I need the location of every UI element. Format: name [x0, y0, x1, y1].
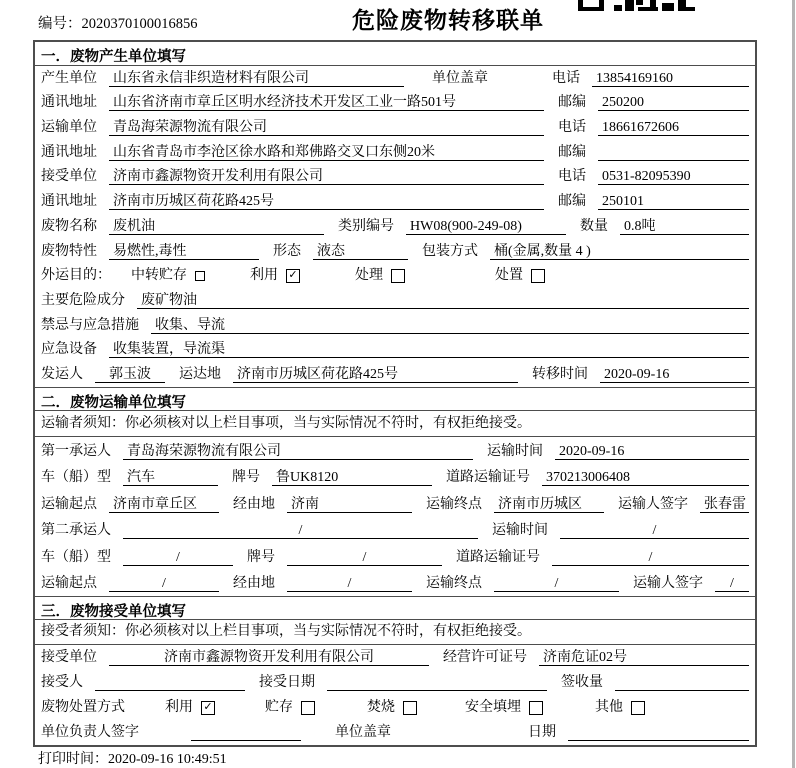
checkbox-group [495, 267, 545, 284]
form-row [35, 264, 755, 289]
field-label: 运输起点 [41, 496, 97, 512]
field-label: 第二承运人 [41, 523, 111, 539]
checkbox-label: 安全填埋 [465, 700, 521, 716]
field-label: 经由地 [233, 576, 275, 592]
page-header [0, 0, 796, 40]
checkbox-group [595, 699, 645, 716]
checkbox-unchecked[interactable] [301, 701, 315, 715]
section-title: 二．废物运输单位填写 [35, 387, 755, 411]
field-label: 运达地 [179, 366, 221, 382]
field-label: 运输时间 [492, 523, 548, 539]
checkbox-group [131, 267, 205, 284]
form-row [35, 570, 755, 597]
field-label: 邮编 [558, 95, 586, 111]
form-row [35, 66, 755, 91]
field-label: 车（船）型 [41, 549, 111, 565]
field-label: 通讯地址 [41, 95, 97, 111]
field-label: 日期 [528, 725, 556, 741]
transfer-form-table [33, 40, 757, 747]
field-label: 运输人签字 [618, 496, 688, 512]
page-title: 危险废物转移联单 [352, 8, 544, 33]
field-value[interactable]: 郭玉波 [95, 366, 165, 383]
checkbox-unchecked[interactable] [529, 701, 543, 715]
serial-number: 2020370100016856 [81, 16, 198, 32]
field-value[interactable]: / [715, 575, 749, 592]
form-row [35, 313, 755, 338]
form-row [35, 115, 755, 140]
checkbox-label: 利用 [250, 268, 278, 284]
field-value[interactable]: / [560, 522, 749, 539]
form-row [35, 464, 755, 491]
field-label: 废物名称 [41, 218, 97, 234]
checkbox-label: 处置 [495, 268, 523, 284]
field-label: 第一承运人 [41, 443, 111, 459]
field-value[interactable]: / [552, 549, 749, 566]
field-label: 电话 [552, 70, 580, 86]
page-edge-divider [792, 0, 795, 768]
field-label: 运输时间 [487, 443, 543, 459]
field-label: 包装方式 [422, 243, 478, 259]
field-value[interactable]: 250200 [598, 94, 749, 111]
form-row [35, 140, 755, 165]
field-label: 废物处置方式 [41, 700, 125, 716]
checkbox-group [265, 699, 315, 716]
field-value[interactable]: 鲁UK8120 [272, 469, 432, 486]
field-label: 签收量 [561, 675, 603, 691]
field-value[interactable]: 0.8吨 [620, 218, 749, 235]
field-label: 接受单位 [41, 169, 97, 185]
field-value[interactable]: / [494, 575, 619, 592]
field-label: 数量 [580, 218, 608, 234]
field-label: 通讯地址 [41, 194, 97, 210]
field-label: 单位负责人签字 [41, 725, 139, 741]
field-value[interactable]: / [287, 575, 412, 592]
field-value[interactable]: 山东省永信非织造材料有限公司 [109, 70, 404, 87]
form-row [35, 543, 755, 570]
checkbox-label: 中转贮存 [131, 268, 187, 284]
checkbox-unchecked[interactable] [531, 269, 545, 283]
form-row [35, 165, 755, 190]
field-value[interactable]: 2020-09-16 [555, 443, 749, 460]
field-label: 发运人 [41, 366, 83, 382]
field-value[interactable]: 收集、导流 [151, 317, 749, 334]
form-row [35, 720, 755, 745]
checkbox-group [465, 699, 543, 716]
field-label: 形态 [273, 243, 301, 259]
field-value[interactable] [327, 674, 547, 691]
field-label: 车（船）型 [41, 470, 111, 486]
form-row [35, 620, 755, 645]
field-value[interactable]: 250101 [598, 193, 749, 210]
print-time-label: 打印时间： [38, 752, 108, 767]
field-label: 牌号 [232, 470, 260, 486]
field-value[interactable]: 易燃性,毒性 [109, 243, 259, 260]
form-row [35, 362, 755, 387]
field-label: 邮编 [558, 194, 586, 210]
field-label: 运输起点 [41, 576, 97, 592]
field-value[interactable]: 济南市历城区荷花路425号 [233, 366, 518, 383]
form-row [35, 517, 755, 544]
checkbox-unchecked[interactable] [391, 269, 405, 283]
form-row [35, 670, 755, 695]
field-label: 禁忌与应急措施 [41, 317, 139, 333]
form-row [35, 645, 755, 670]
checkbox-unchecked[interactable] [631, 701, 645, 715]
field-value[interactable]: 18661672606 [598, 119, 749, 136]
field-value[interactable] [615, 674, 749, 691]
checkbox-group [355, 267, 405, 284]
section-title: 一．废物产生单位填写 [35, 42, 755, 66]
form-row [35, 437, 755, 464]
field-label: 废物特性 [41, 243, 97, 259]
field-label: 产生单位 [41, 70, 97, 86]
checkbox-group [367, 699, 417, 716]
form-row [35, 338, 755, 363]
field-value[interactable]: 济南危证02号 [539, 649, 749, 666]
field-value[interactable]: / [123, 549, 233, 566]
field-value[interactable]: HW08(900-249-08) [406, 218, 566, 235]
serial-label: 编号： [38, 16, 82, 32]
print-time-value: 2020-09-16 10:49:51 [108, 752, 227, 767]
form-row [35, 214, 755, 239]
field-label: 接受人 [41, 675, 83, 691]
field-value[interactable] [191, 724, 301, 741]
field-value[interactable]: 桶(金属,数量 4 ) [490, 243, 749, 260]
field-value[interactable]: 收集装置，导流渠 [109, 341, 749, 358]
field-label: 运输单位 [41, 120, 97, 136]
form-row [35, 239, 755, 264]
qr-code-fragment-icon [578, 0, 695, 11]
field-label: 类别编号 [338, 218, 394, 234]
checkbox-label: 其他 [595, 700, 623, 716]
field-label: 电话 [558, 120, 586, 136]
field-label: 经营许可证号 [443, 650, 527, 666]
form-row [35, 411, 755, 438]
print-time-line [38, 748, 227, 768]
field-label: 主要危险成分 [41, 292, 125, 308]
checkbox-group [165, 699, 215, 716]
field-label: 邮编 [558, 144, 586, 160]
field-value[interactable]: 济南市鑫源物资开发利用有限公司 [109, 649, 429, 666]
field-value[interactable]: 山东省青岛市李沧区徐水路和郑佛路交叉口东侧20米 [109, 144, 544, 161]
field-value[interactable]: 0531-82095390 [598, 168, 749, 185]
field-value[interactable]: 青岛海荣源物流有限公司 [123, 443, 473, 460]
notice-text: 运输者须知：你必须核对以上栏目事项，当与实际情况不符时，有权拒绝接受。 [41, 416, 531, 432]
field-value[interactable]: 济南市历城区 [494, 496, 604, 513]
field-value[interactable]: 山东省济南市章丘区明水经济技术开发区工业一路501号 [109, 94, 544, 111]
field-value[interactable] [598, 144, 749, 161]
form-row [35, 91, 755, 116]
field-value[interactable]: 济南市鑫源物资开发利用有限公司 [109, 168, 544, 185]
checkbox-label: 处理 [355, 268, 383, 284]
field-value[interactable]: 废矿物油 [137, 292, 749, 309]
form-row [35, 490, 755, 517]
field-value[interactable]: 济南 [287, 496, 412, 513]
field-value[interactable]: 2020-09-16 [600, 366, 749, 383]
notice-text: 接受者须知：你必须核对以上栏目事项，当与实际情况不符时，有权拒绝接受。 [41, 624, 531, 640]
field-value[interactable]: / [123, 522, 478, 539]
field-label: 电话 [558, 169, 586, 185]
field-label: 通讯地址 [41, 144, 97, 160]
field-label: 牌号 [247, 549, 275, 565]
field-label: 运输终点 [426, 496, 482, 512]
field-value[interactable]: 13854169160 [592, 70, 749, 87]
form-row [35, 695, 755, 720]
field-value[interactable] [95, 674, 245, 691]
field-label: 道路运输证号 [456, 549, 540, 565]
field-label: 单位盖章 [335, 725, 391, 741]
checkbox-label: 贮存 [265, 700, 293, 716]
section-title: 三．废物接受单位填写 [35, 596, 755, 620]
checkbox-label: 焚烧 [367, 700, 395, 716]
field-label: 接受单位 [41, 650, 97, 666]
checkbox-label: 利用 [165, 700, 193, 716]
field-label: 外运目的： [41, 268, 111, 284]
field-value[interactable]: 汽车 [123, 469, 218, 486]
field-value[interactable]: / [287, 549, 442, 566]
checkbox-unchecked[interactable] [195, 271, 205, 281]
field-value[interactable]: 液态 [313, 243, 408, 260]
field-label: 接受日期 [259, 675, 315, 691]
form-row [35, 189, 755, 214]
checkbox-group [250, 267, 300, 284]
checkbox-checked[interactable]: ✓ [201, 701, 215, 715]
field-label: 单位盖章 [432, 70, 488, 86]
checkbox-unchecked[interactable] [403, 701, 417, 715]
field-value[interactable]: 青岛海荣源物流有限公司 [109, 119, 544, 136]
field-value[interactable]: 370213006408 [542, 469, 749, 486]
field-label: 应急设备 [41, 342, 97, 358]
field-label: 经由地 [233, 496, 275, 512]
field-value[interactable] [568, 724, 749, 741]
field-value[interactable]: 废机油 [109, 218, 324, 235]
field-value[interactable]: 济南市历城区荷花路425号 [109, 193, 544, 210]
field-value[interactable]: 济南市章丘区 [109, 496, 219, 513]
field-label: 运输人签字 [633, 576, 703, 592]
field-label: 道路运输证号 [446, 470, 530, 486]
field-value[interactable]: 张春雷 [700, 496, 749, 513]
form-row [35, 288, 755, 313]
field-value[interactable]: / [109, 575, 219, 592]
field-label: 运输终点 [426, 576, 482, 592]
checkbox-checked[interactable]: ✓ [286, 269, 300, 283]
field-label: 转移时间 [532, 366, 588, 382]
